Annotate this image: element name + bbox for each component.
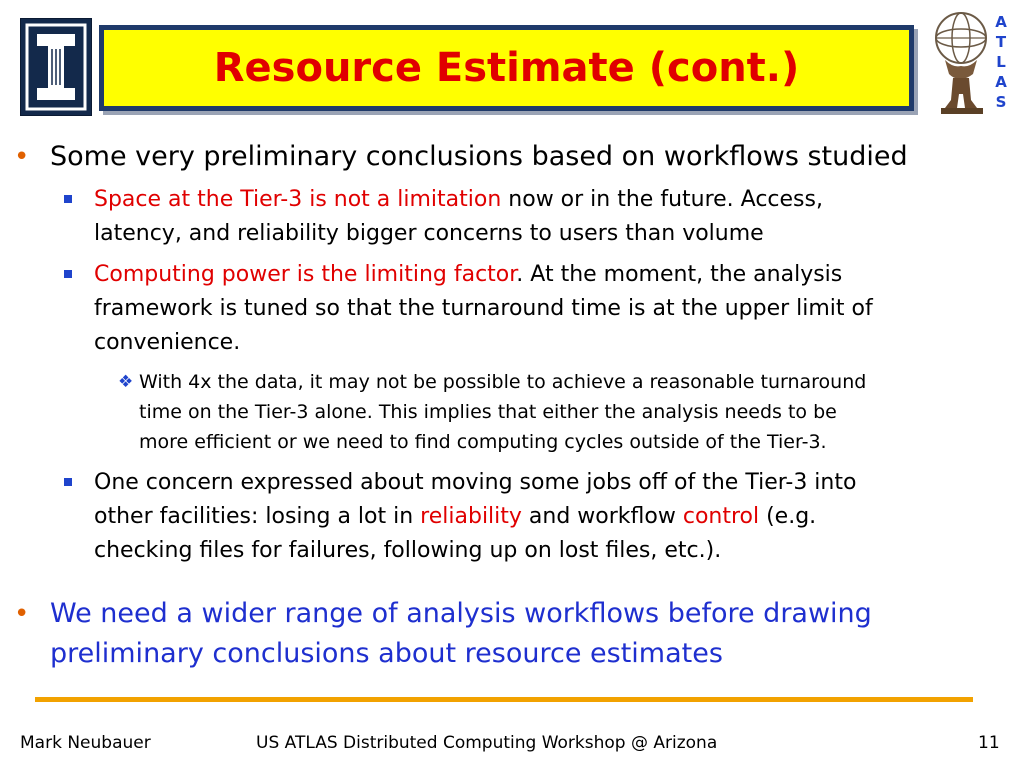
bullet-text: and workflow	[521, 504, 683, 529]
bullet-text: more efficient or we need to find computing cycles outside of the Tier-3.	[139, 431, 827, 453]
atlas-letter: S	[995, 93, 1007, 111]
bullet-text: checking files for failures, following up on lost files, etc.).	[94, 538, 722, 563]
highlight-text: Computing power is the limiting factor	[94, 262, 517, 287]
bullet-text: time on the Tier-3 alone. This implies that either the analysis needs to be	[139, 401, 837, 423]
bullet-text: framework is tuned so that the turnaround time is at the upper limit of	[94, 296, 873, 321]
bullet-text-line	[94, 183, 823, 217]
bullet-text: other facilities: losing a lot in	[94, 504, 421, 529]
university-logo	[20, 18, 92, 116]
bullet-square-icon	[64, 478, 72, 486]
bullet-text: We need a wider range of analysis workflows before drawing	[50, 598, 872, 629]
bullet-text: convenience.	[94, 330, 241, 355]
highlight-text: reliability	[420, 504, 522, 529]
bullet-text: preliminary conclusions about resource estimates	[50, 638, 723, 669]
bullet-square-icon	[64, 270, 72, 278]
bullet-text: . At the moment, the analysis	[516, 262, 843, 287]
bullet-text: latency, and reliability bigger concerns to users than volume	[94, 221, 764, 246]
bullet-text: With 4x the data, it may not be possible to achieve a reasonable turnaround	[139, 371, 867, 393]
footer-page-number: 11	[978, 733, 1000, 753]
slide-title: Resource Estimate (cont.)	[213, 45, 800, 91]
title-banner	[99, 25, 914, 111]
bullet-text: now or in the future. Access,	[501, 187, 823, 212]
atlas-letter: L	[996, 53, 1006, 71]
bullet-dot-icon: •	[14, 599, 30, 629]
atlas-letter: A	[995, 73, 1007, 91]
footer-event: US ATLAS Distributed Computing Workshop @ Arizona	[256, 733, 718, 753]
diamond-bullet-icon: ❖	[118, 372, 134, 392]
block-i-icon	[21, 19, 91, 115]
bullet-text: Some very preliminary conclusions based on workflows studied	[50, 141, 908, 172]
bullet-text-line	[94, 258, 842, 292]
highlight-text: control	[682, 504, 760, 529]
bullet-square-icon	[64, 195, 72, 203]
footer-divider	[35, 697, 973, 702]
atlas-logo	[925, 8, 1017, 116]
footer-author: Mark Neubauer	[20, 733, 151, 753]
atlas-letter: A	[995, 13, 1007, 31]
bullet-text: One concern expressed about moving some jobs off of the Tier-3 into	[94, 470, 857, 495]
bullet-text: (e.g.	[759, 504, 817, 529]
highlight-text: Space at the Tier-3 is not a limitation	[94, 187, 502, 212]
bullet-text-line	[94, 500, 816, 534]
bullet-dot-icon: •	[14, 142, 30, 172]
atlas-letter: T	[995, 33, 1007, 51]
